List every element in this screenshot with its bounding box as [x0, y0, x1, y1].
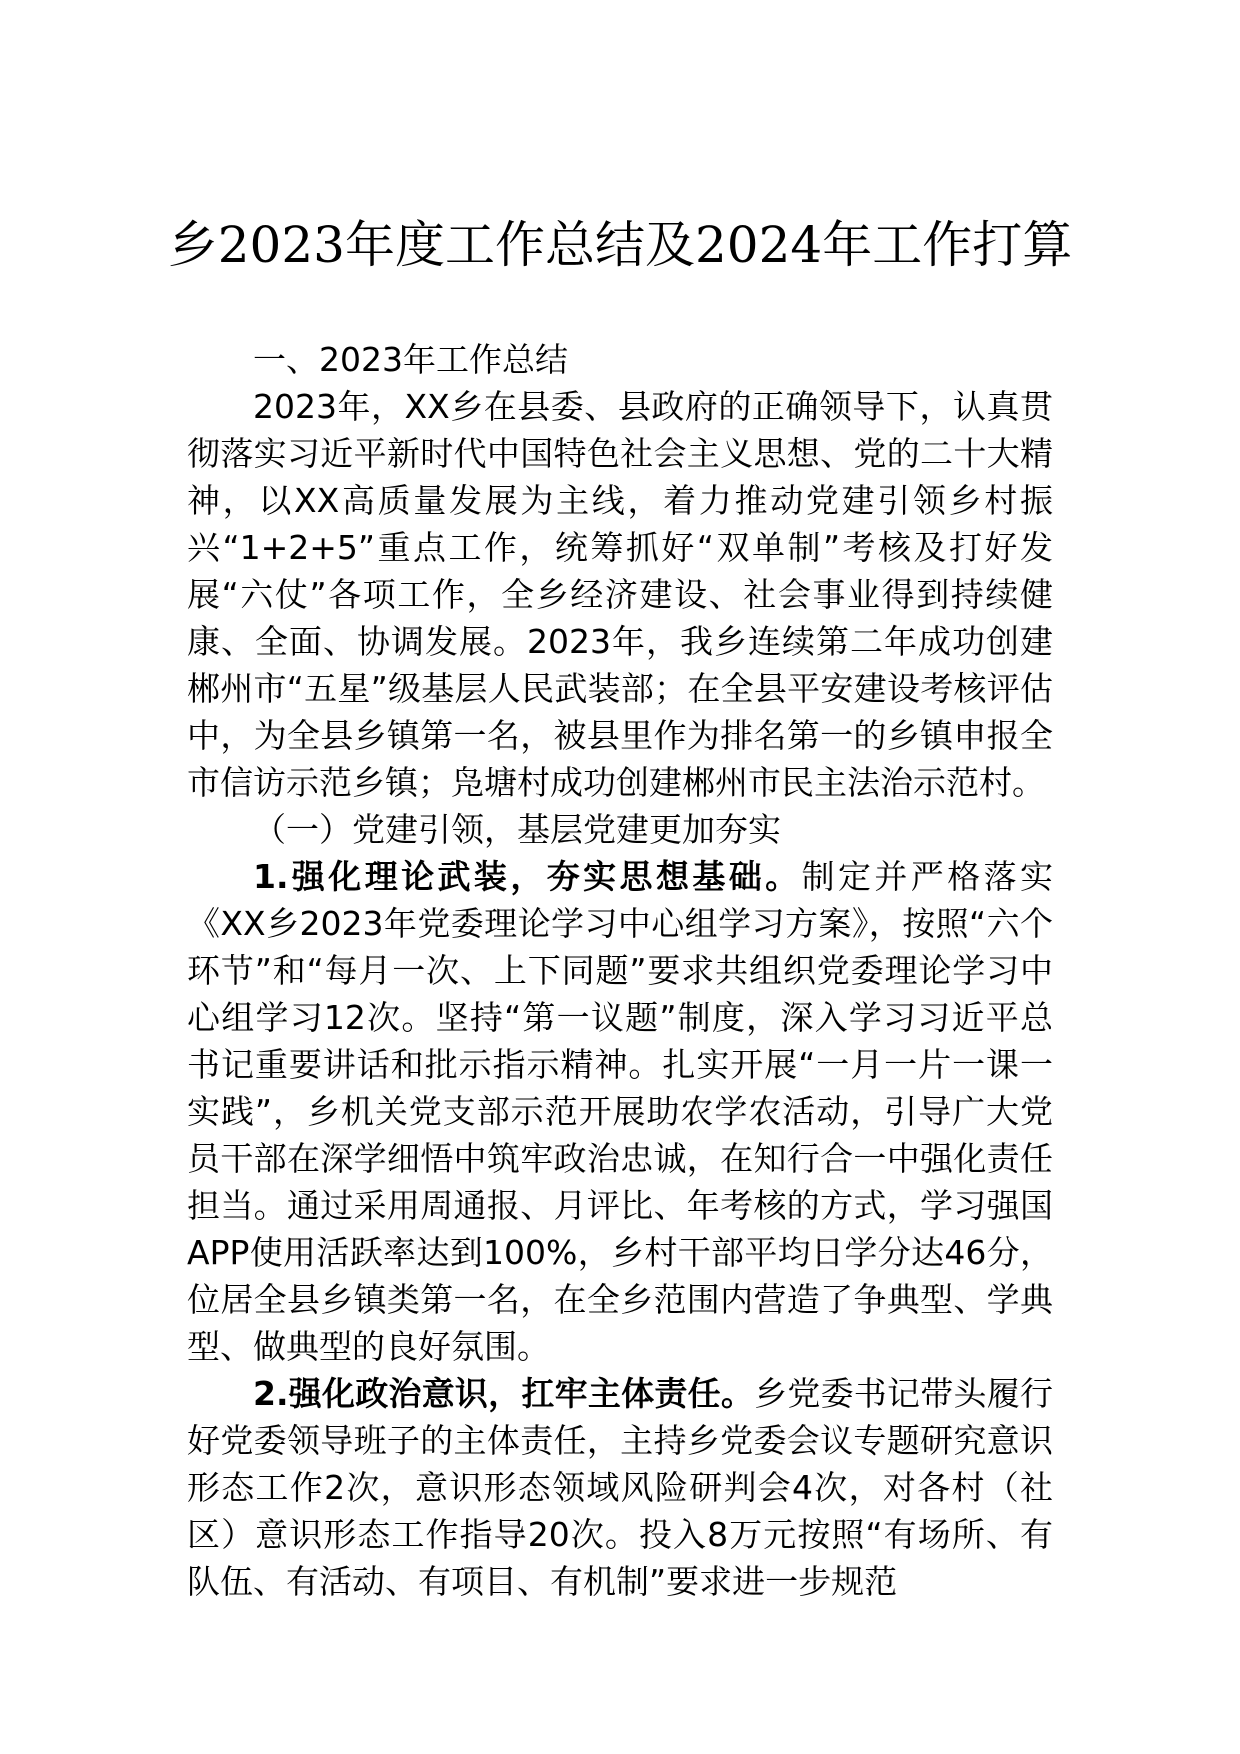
item-2-lead: 2.强化政治意识，扛牢主体责任。: [253, 1374, 755, 1413]
item-2-body: 乡党委书记带头履行好党委领导班子的主体责任，主持乡党委会议专题研究意识形态工作2次，意识形态领域风险研判会4次，对各村（社区）意识形态工作指导20次。投入8万元按照“有场所、有队伍、有活动、有项目、有机制”要求进一步规范: [187, 1374, 1054, 1601]
item-1-lead: 1.强化理论武装，夯实思想基础。: [253, 857, 802, 896]
section-heading: 一、2023年工作总结: [253, 340, 568, 379]
document-title: 乡2023年度工作总结及2024年工作打算: [167, 216, 1073, 274]
item-1-body: 制定并严格落实《XX乡2023年党委理论学习中心组学习方案》，按照“六个环节”和“每月一次、上下同题”要求共组织党委理论学习中心组学习12次。坚持“第一议题”制度，深入学习习近平总书记重要讲话和批示指示精神。扎实开展“一月一片一课一实践”，乡机关党支部示范开展助农学农活动，引导广大党员干部在深学细悟中筑牢政治忠诚，在知行合一中强化责任担当。通过采用周通报、月评比、年考核的方式，学习强国APP使用活跃率达到100%，乡村干部平均日学分达46分，位居全县乡镇类第一名，在全乡范围内营造了争典型、学典型、做典型的良好氛围。: [187, 857, 1054, 1366]
item-2-paragraph: [187, 1370, 1053, 1605]
document-body: [187, 336, 1053, 1605]
subsection-heading: （一）党建引领，基层党建更加夯实: [253, 810, 781, 849]
intro-paragraph: 2023年，XX乡在县委、县政府的正确领导下，认真贯彻落实习近平新时代中国特色社会主义思想、党的二十大精神，以XX高质量发展为主线，着力推动党建引领乡村振兴“1+2+5”重点工作，统筹抓好“双单制”考核及打好发展“六仗”各项工作，全乡经济建设、社会事业得到持续健康、全面、协调发展。2023年，我乡连续第二年成功创建郴州市“五星”级基层人民武装部；在全县平安建设考核评估中，为全县乡镇第一名，被县里作为排名第一的乡镇申报全市信访示范乡镇；凫塘村成功创建郴州市民主法治示范村。: [187, 387, 1053, 802]
item-1-paragraph: [187, 853, 1053, 1370]
